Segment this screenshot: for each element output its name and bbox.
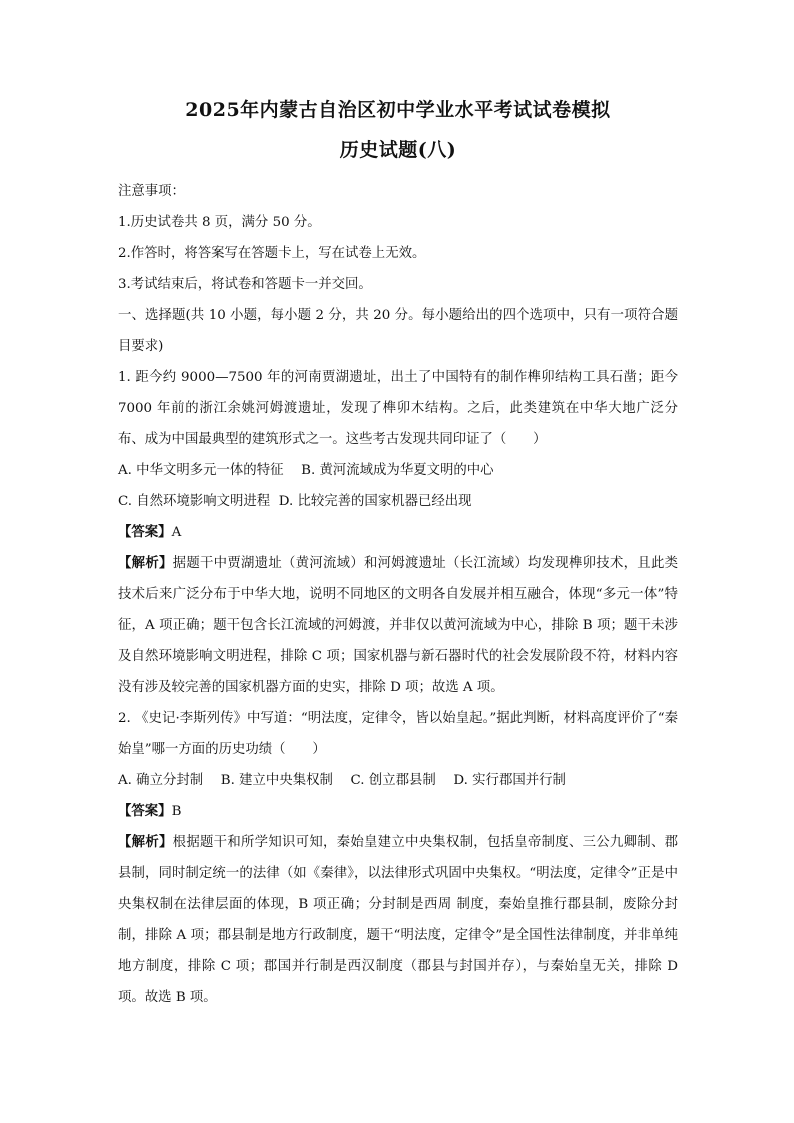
question-1-stem: 1. 距今约 9000—7500 年的河南贾湖遗址，出土了中国特有的制作榫卯结构工具石凿；距今 7000 年前的浙江余姚河姆渡遗址，发现了榫卯木结构。之后，此类建筑在中华大地广泛分布、成为中国最典型的建筑形式之一。这些考古发现共同印证了（ ） bbox=[118, 370, 678, 447]
analysis-label: 【解析】 bbox=[118, 834, 173, 850]
exam-subtitle: 历史试题(八) bbox=[339, 139, 457, 161]
question-2-stem: 2. 《史记·李斯列传》中写道：“明法度，定律令，皆以始皇起。”据此判断，材料高度评价了“秦始皇”哪一方面的历史功绩（ ） bbox=[118, 711, 678, 757]
question-1-answer bbox=[118, 517, 678, 548]
question-1-options-ab: A. 中华文明多元一体的特征 B. 黄河流域成为华夏文明的中心 bbox=[118, 463, 494, 478]
answer-value: A bbox=[171, 525, 182, 540]
answer-value: B bbox=[171, 804, 182, 819]
answer-label: 【答案】 bbox=[118, 803, 172, 819]
notes-heading: 注意事项： bbox=[118, 184, 185, 199]
answer-label: 【答案】 bbox=[118, 524, 172, 540]
exam-page bbox=[118, 98, 678, 1013]
analysis-text: 根据题干和所学知识可知，秦始皇建立中央集权制，包括皇帝制度、三公九卿制、郡县制，同时制定统一的法律（如《秦律》，以法律形式巩固中央集权。“明法度，定律令”正是中央集权制在法律层面的体现，B 项正确；分封制是西周 制度，秦始皇推行郡县制，废除分封制，排除 A 项；郡县制是地方行政制度，题干“明法度，定律令”是全国性法律制度，并非单纯地方制度，排除 C 项；郡国并行制是西汉制度（郡县与封国并存），与秦始皇无关，排除 D 项。故选 B 项。 bbox=[118, 835, 679, 1005]
question-2-answer bbox=[118, 796, 678, 827]
question-1-options-cd: C. 自然环境影响文明进程 D. 比较完善的国家机器已经出现 bbox=[118, 494, 472, 509]
exam-title: 2025年内蒙古自治区初中学业水平考试试卷模拟 bbox=[185, 99, 611, 121]
section-heading: 一、选择题(共 10 小题，每小题 2 分，共 20 分。每小题给出的四个选项中，只有一项符合题目要求) bbox=[118, 308, 678, 354]
analysis-text: 据题干中贾湖遗址（黄河流域）和河姆渡遗址（长江流域）均发现榫卯技术，且此类技术后来广泛分布于中华大地，说明不同地区的文明各自发展并相互融合，体现“多元一体”特征，A 项正确；题干包含长江流域的河姆渡，并非仅以黄河流域为中心，排除 B 项；题干未涉及自然环境影响文明进程，排除 C 项；国家机器与新石器时代的社会发展阶段不符，材料内容没有涉及较完善的国家机器方面的史实，排除 D 项；故选 A 项。 bbox=[118, 556, 679, 695]
note-item-3: 3.考试结束后，将试卷和答题卡一并交回。 bbox=[118, 277, 372, 292]
note-item-1: 1.历史试卷共 8 页，满分 50 分。 bbox=[118, 215, 321, 230]
question-1-analysis bbox=[118, 548, 678, 703]
note-item-2: 2.作答时，将答案写在答题卡上，写在试卷上无效。 bbox=[118, 246, 426, 261]
question-2-options: A. 确立分封制 B. 建立中央集权制 C. 创立郡县制 D. 实行郡国并行制 bbox=[118, 773, 566, 788]
analysis-label: 【解析】 bbox=[118, 555, 173, 571]
question-2-analysis bbox=[118, 827, 678, 1013]
